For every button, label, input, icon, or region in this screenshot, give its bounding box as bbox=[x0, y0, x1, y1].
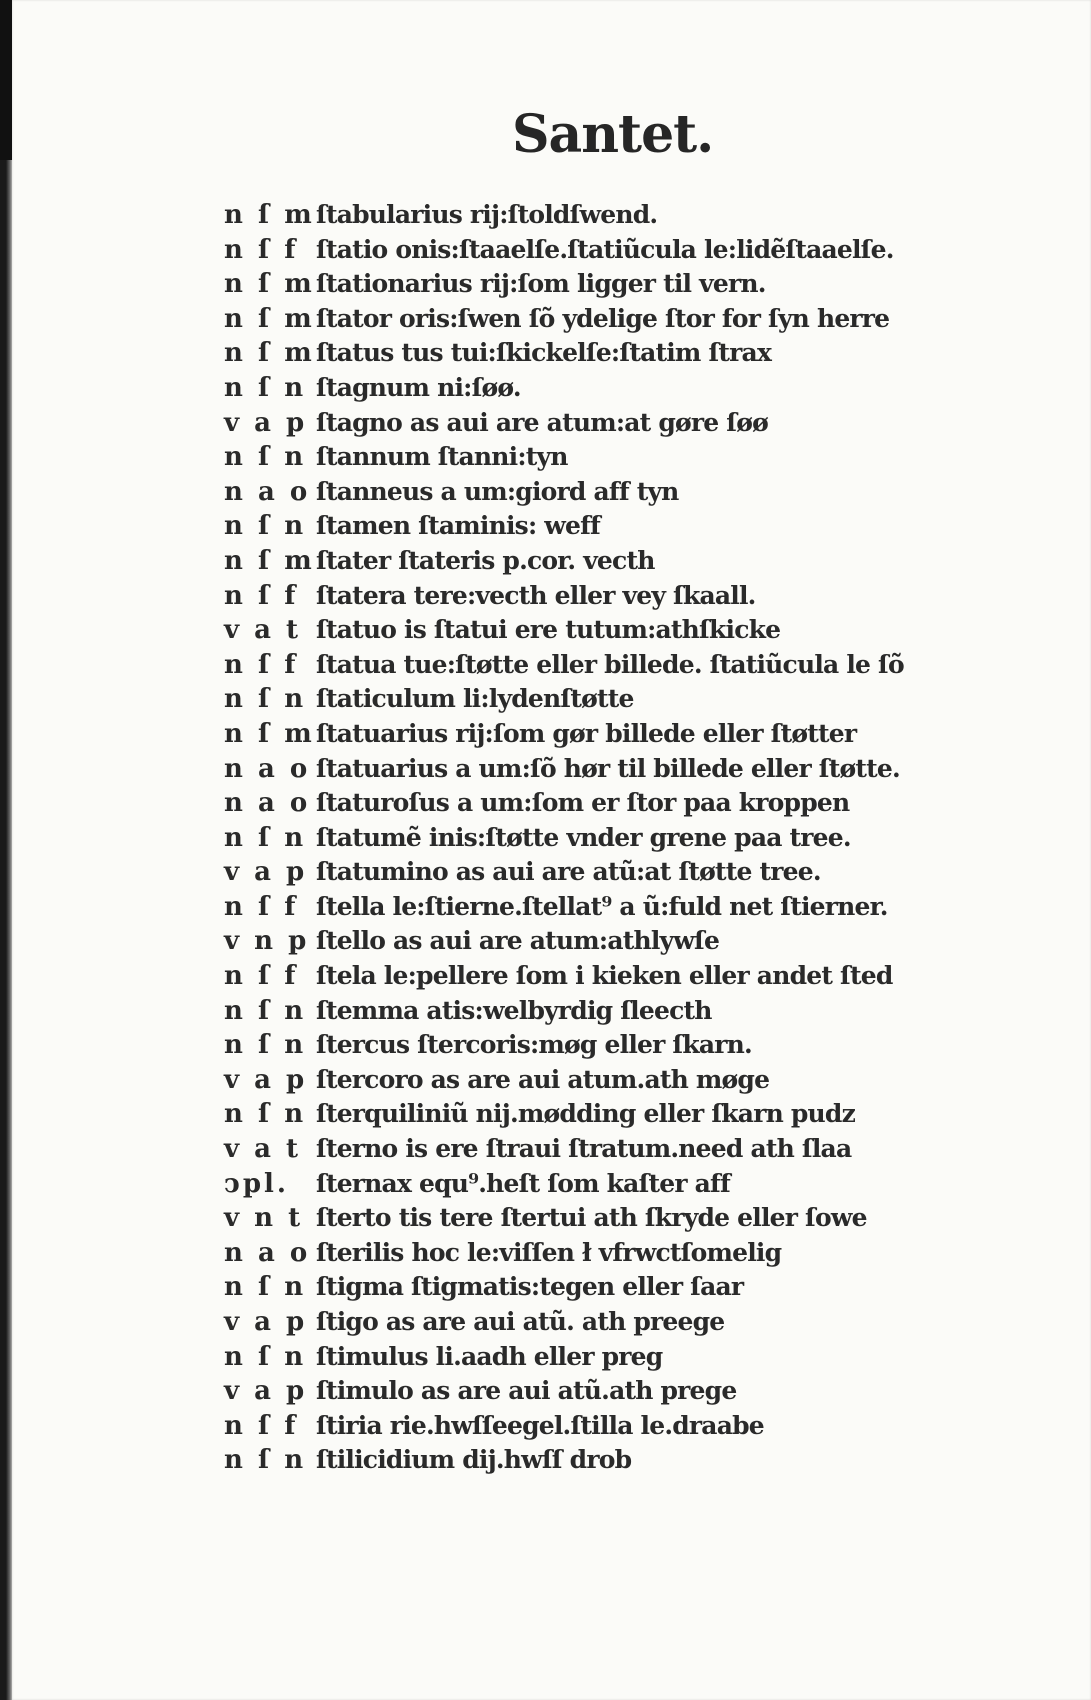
dictionary-entry bbox=[224, 924, 1004, 959]
grammar-code: n a o bbox=[224, 1237, 311, 1268]
entry-text: ſtabularius rij:ſtoldſwend. bbox=[316, 200, 658, 229]
grammar-code: v a t bbox=[224, 615, 302, 646]
grammar-code: n ſ m bbox=[224, 303, 315, 334]
entry-text: ſtatuarius a um:ſõ hør til billede eller ſtøtte. bbox=[316, 753, 900, 783]
dictionary-entry bbox=[224, 717, 1004, 752]
dictionary-entry bbox=[224, 1167, 1004, 1202]
grammar-code: v n p bbox=[224, 926, 310, 957]
grammar-code: n ſ n bbox=[224, 1099, 307, 1130]
entry-text: ſtagnum ni:ſøø. bbox=[316, 372, 521, 402]
entry-text: ſtella le:ſtierne.ſtellat⁹ a ũ:fuld net ſtierner. bbox=[316, 891, 888, 921]
entry-text: ſterquiliniũ nij.mødding eller ſkarn pudz bbox=[316, 1099, 855, 1129]
dictionary-entry bbox=[224, 475, 1004, 510]
dictionary-entry bbox=[224, 1409, 1004, 1444]
dictionary-entry bbox=[224, 1236, 1004, 1271]
dictionary-entry bbox=[224, 682, 1004, 717]
entry-text: ſtatus tus tui:ſkickelſe:ſtatim ſtrax bbox=[316, 338, 772, 368]
entry-text: ſtilicidium dij.hwſſ drob bbox=[316, 1445, 632, 1475]
grammar-code: n ſ m bbox=[224, 338, 315, 369]
entry-text: ſtello as aui are atum:athlywſe bbox=[316, 926, 720, 956]
entry-text: ſtigma ſtigmatis:tegen eller ſaar bbox=[316, 1272, 744, 1302]
grammar-code: n ſ n bbox=[224, 372, 307, 403]
entry-text: ſterno is ere ſtraui ſtratum.need ath ſlaa bbox=[316, 1134, 852, 1164]
entry-text: ſtannum ſtanni:tyn bbox=[316, 442, 568, 472]
grammar-code: n ſ f bbox=[224, 961, 299, 992]
dictionary-entry bbox=[224, 648, 1004, 683]
grammar-code: v a p bbox=[224, 1064, 308, 1095]
grammar-code: n ſ n bbox=[224, 1272, 307, 1303]
entry-text: ſternax equ⁹.heſt ſom kaſter aff bbox=[316, 1168, 730, 1198]
entry-text: ſtatio onis:ſtaaelſe.ſtatiũcula le:lidẽſtaaelſe. bbox=[316, 234, 894, 264]
dictionary-entry bbox=[224, 1340, 1004, 1375]
entry-text: ſtiria rie.hwſſeegel.ſtilla le.draabe bbox=[316, 1410, 764, 1440]
grammar-code: n ſ n bbox=[224, 1445, 307, 1476]
grammar-code: n ſ f bbox=[224, 1410, 299, 1441]
entry-text: ſtigo as are aui atũ. ath preege bbox=[316, 1307, 725, 1336]
grammar-code: n ſ n bbox=[224, 442, 307, 473]
dictionary-entry bbox=[224, 1097, 1004, 1132]
dictionary-entry bbox=[224, 1270, 1004, 1305]
grammar-code: n ſ m bbox=[224, 545, 315, 576]
dictionary-entry bbox=[224, 267, 1004, 302]
grammar-code: v a p bbox=[224, 1307, 308, 1337]
entry-text: ſterilis hoc le:viſſen ł vfrwctſomelig bbox=[316, 1237, 782, 1267]
book-page bbox=[12, 0, 1091, 1700]
grammar-code: n a o bbox=[224, 476, 311, 507]
dictionary-entry bbox=[224, 302, 1004, 337]
entry-text: ſtimulo as are aui atũ.ath prege bbox=[316, 1376, 737, 1406]
dictionary-entry bbox=[224, 1443, 1004, 1478]
grammar-code: n ſ f bbox=[224, 234, 299, 265]
grammar-code: v a p bbox=[224, 1376, 308, 1407]
entry-text: ſtela le:pellere ſom i kieken eller andet ſted bbox=[316, 961, 893, 991]
grammar-code: n ſ n bbox=[224, 1341, 307, 1372]
dictionary-entry bbox=[224, 406, 1004, 441]
grammar-code: ↄpl. bbox=[224, 1168, 289, 1199]
dictionary-entry bbox=[224, 890, 1004, 925]
dictionary-entry bbox=[224, 336, 1004, 371]
grammar-code: v n t bbox=[224, 1203, 304, 1234]
entry-text: ſtatuarius rij:ſom gør billede eller ſtøtter bbox=[316, 718, 857, 748]
grammar-code: n ſ n bbox=[224, 1030, 307, 1061]
grammar-code: n a o bbox=[224, 788, 311, 819]
entry-text: ſtatua tue:ſtøtte eller billede. ſtatiũcula le ſõ bbox=[316, 649, 904, 679]
grammar-code: v a p bbox=[224, 857, 308, 888]
grammar-code: n ſ n bbox=[224, 995, 307, 1026]
entry-text: ſtamen ſtaminis: weff bbox=[316, 511, 601, 541]
dictionary-entry bbox=[224, 1132, 1004, 1167]
dictionary-entry bbox=[224, 959, 1004, 994]
dictionary-entry bbox=[224, 821, 1004, 856]
entry-text: ſtatumino as aui are atũ:at ſtøtte tree. bbox=[316, 857, 821, 887]
dictionary-entry bbox=[224, 544, 1004, 579]
dictionary-entry bbox=[224, 994, 1004, 1029]
dictionary-entry bbox=[224, 613, 1004, 648]
dictionary-entry-list bbox=[224, 198, 1004, 1478]
dictionary-entry bbox=[224, 786, 1004, 821]
running-title: Santet. bbox=[512, 104, 714, 165]
grammar-code: n ſ m bbox=[224, 718, 315, 749]
entry-text: ſtatumẽ inis:ſtøtte vnder grene paa tree. bbox=[316, 822, 851, 852]
dictionary-entry bbox=[224, 1201, 1004, 1236]
dictionary-entry bbox=[224, 752, 1004, 787]
dictionary-entry bbox=[224, 1063, 1004, 1098]
dictionary-entry bbox=[224, 1028, 1004, 1063]
entry-text: ſtimulus li.aadh eller preg bbox=[316, 1341, 663, 1371]
entry-text: ſtatera tere:vecth eller vey ſkaall. bbox=[316, 580, 756, 610]
grammar-code: n ſ m bbox=[224, 200, 315, 230]
entry-text: ſtercoro as are aui atum.ath møge bbox=[316, 1064, 770, 1094]
entry-text: ſtaturoſus a um:ſom er ſtor paa kroppen bbox=[316, 788, 850, 818]
grammar-code: n ſ f bbox=[224, 580, 299, 611]
dictionary-entry bbox=[224, 509, 1004, 544]
entry-text: ſtanneus a um:giord aff tyn bbox=[316, 476, 679, 506]
entry-text: ſtercus ſtercoris:møg eller ſkarn. bbox=[316, 1030, 752, 1060]
entry-text: ſtemma atis:welbyrdig ſleecth bbox=[316, 995, 712, 1025]
grammar-code: v a t bbox=[224, 1134, 302, 1165]
dictionary-entry bbox=[224, 1305, 1004, 1340]
entry-text: ſtaticulum li:lydenſtøtte bbox=[316, 684, 634, 714]
dictionary-entry bbox=[224, 1374, 1004, 1409]
grammar-code: n ſ n bbox=[224, 822, 307, 853]
dictionary-entry bbox=[224, 233, 1004, 268]
dictionary-entry bbox=[224, 579, 1004, 614]
entry-text: ſterto tis tere ſtertui ath ſkryde eller ſowe bbox=[316, 1203, 867, 1233]
grammar-code: n ſ m bbox=[224, 269, 315, 300]
grammar-code: v a p bbox=[224, 407, 308, 438]
dictionary-entry bbox=[224, 371, 1004, 406]
dictionary-entry bbox=[224, 855, 1004, 890]
entry-text: ſtater ſtateris p.cor. vecth bbox=[316, 545, 655, 575]
grammar-code: n ſ f bbox=[224, 649, 299, 680]
entry-text: ſtagno as aui are atum:at gøre ſøø bbox=[316, 407, 768, 437]
entry-text: ſtatuo is ſtatui ere tutum:athſkicke bbox=[316, 615, 781, 645]
grammar-code: n ſ n bbox=[224, 511, 307, 542]
entry-text: ſtator oris:ſwen ſõ ydelige ſtor for ſyn herre bbox=[316, 303, 890, 333]
grammar-code: n ſ f bbox=[224, 891, 299, 922]
grammar-code: n ſ n bbox=[224, 684, 307, 715]
entry-text: ſtationarius rij:ſom ligger til vern. bbox=[316, 269, 766, 299]
dictionary-entry bbox=[224, 440, 1004, 475]
dictionary-entry bbox=[224, 198, 1004, 233]
grammar-code: n a o bbox=[224, 753, 311, 784]
